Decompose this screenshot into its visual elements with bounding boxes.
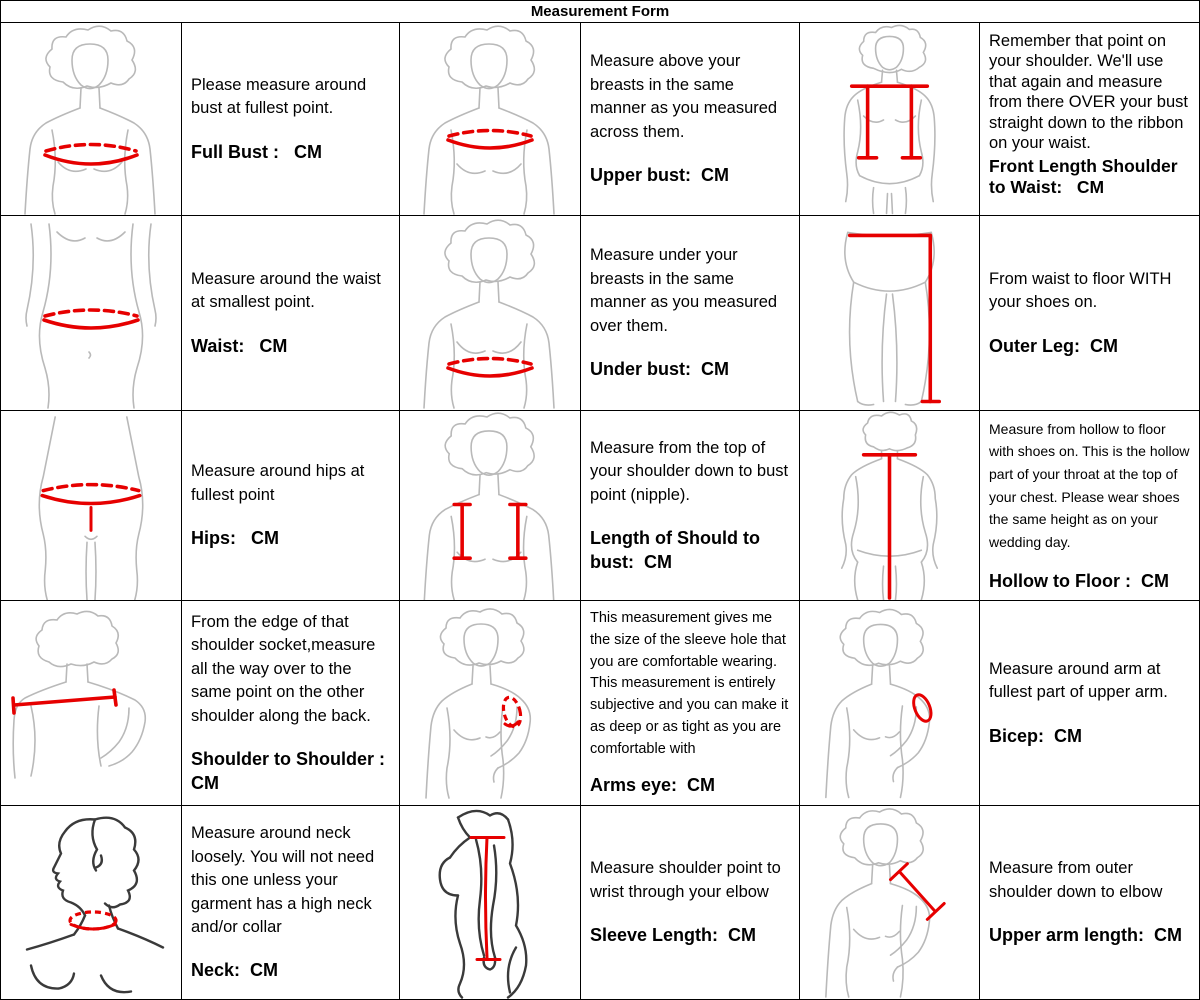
under-bust-figure xyxy=(400,216,581,411)
hollow-to-floor-cell xyxy=(980,411,1199,601)
shoulder-to-shoulder-label: Shoulder to Shoulder : CM xyxy=(191,749,391,793)
hips-cell xyxy=(182,411,400,601)
upper-arm-length-instructions: Measure from outer shoulder down to elbow xyxy=(989,859,1163,901)
upper-bust-illustration xyxy=(400,23,580,215)
neck-instructions: Measure around neck loosely. You will not need this one unless your garment has a high neck and/or collar xyxy=(191,824,379,936)
arms-eye-illustration xyxy=(400,601,580,805)
under-bust-illustration xyxy=(400,216,580,410)
sleeve-length-illustration xyxy=(400,806,580,999)
upper-bust-cell xyxy=(581,23,800,216)
under-bust-cell xyxy=(581,216,800,411)
bicep-figure xyxy=(800,601,980,806)
neck-cell xyxy=(182,806,400,999)
hollow-to-floor-illustration xyxy=(800,411,979,600)
hollow-to-floor-label: Hollow to Floor : CM xyxy=(989,570,1169,591)
outer-leg-cell xyxy=(980,216,1199,411)
sleeve-length-label: Sleeve Length: CM xyxy=(590,925,757,946)
bicep-instructions: Measure around arm at fullest part of upper arm. xyxy=(989,659,1168,702)
full-bust-figure xyxy=(1,23,182,216)
measurement-grid xyxy=(1,23,1199,999)
shoulder-to-shoulder-cell xyxy=(182,601,400,806)
waist-figure xyxy=(1,216,182,411)
shoulder-to-bust-illustration xyxy=(400,411,580,600)
front-length-illustration xyxy=(800,23,979,215)
arms-eye-instructions: This measurement gives me the size of the sleeve hole that you are comfortable wearing. This measurement is entirely subjective and you can make it as deep or as tight as you are comfortable with xyxy=(590,610,793,757)
under-bust-instructions: Measure under your breasts in the same manner as you measured over them. xyxy=(590,246,782,335)
outer-leg-illustration xyxy=(800,216,979,410)
upper-bust-figure xyxy=(400,23,581,216)
upper-bust-label: Upper bust: CM xyxy=(590,165,729,186)
shoulder-to-bust-instructions: Measure from the top of your shoulder down to bust point (nipple). xyxy=(590,438,793,504)
shoulder-to-shoulder-illustration xyxy=(1,601,181,805)
front-length-instructions: Remember that point on your shoulder. We'll use that again and measure from there OVER your bust straight down to the ribbon on your waist. xyxy=(989,32,1193,153)
neck-figure xyxy=(1,806,182,999)
shoulder-to-shoulder-instructions: From the edge of that shoulder socket,measure all the way over to the same point on the other shoulder along the back. xyxy=(191,613,380,725)
bicep-cell xyxy=(980,601,1199,806)
arms-eye-cell xyxy=(581,601,800,806)
waist-instructions: Measure around the waist at smallest point. xyxy=(191,269,386,312)
full-bust-illustration xyxy=(1,23,181,215)
shoulder-to-shoulder-figure xyxy=(1,601,182,806)
sleeve-length-figure xyxy=(400,806,581,999)
arms-eye-figure xyxy=(400,601,581,806)
arms-eye-label: Arms eye: CM xyxy=(590,775,716,796)
upper-bust-instructions: Measure above your breasts in the same manner as you measured across them. xyxy=(590,52,782,141)
waist-illustration xyxy=(1,216,181,410)
front-length-figure xyxy=(800,23,980,216)
bicep-illustration xyxy=(800,601,979,805)
waist-label: Waist: CM xyxy=(191,335,288,356)
hips-instructions: Measure around hips at fullest point xyxy=(191,462,369,504)
under-bust-label: Under bust: CM xyxy=(590,359,729,380)
hollow-to-floor-instructions: Measure from hollow to floor with shoes on. This is the hollow part of your throat at the top of your chest. Please wear shoes the same height as on your wedding day. xyxy=(989,420,1194,551)
full-bust-instructions: Please measure around bust at fullest point. xyxy=(191,75,371,118)
full-bust-label: Full Bust : CM xyxy=(191,141,322,162)
front-length-cell xyxy=(980,23,1199,216)
upper-arm-length-label: Upper arm length: CM xyxy=(989,925,1183,946)
outer-leg-label: Outer Leg: CM xyxy=(989,335,1118,356)
front-length-label: Front Length Shoulder to Waist: CM xyxy=(989,155,1183,198)
hips-label: Hips: CM xyxy=(191,528,279,549)
sleeve-length-instructions: Measure shoulder point to wrist through your elbow xyxy=(590,859,786,901)
shoulder-to-bust-figure xyxy=(400,411,581,601)
full-bust-cell xyxy=(182,23,400,216)
shoulder-to-bust-cell xyxy=(581,411,800,601)
waist-cell xyxy=(182,216,400,411)
outer-leg-figure xyxy=(800,216,980,411)
neck-illustration xyxy=(1,806,181,999)
hips-figure xyxy=(1,411,182,601)
upper-arm-length-illustration xyxy=(800,806,979,999)
shoulder-to-bust-label: Length of Should to bust: CM xyxy=(590,528,765,572)
page-title: Measurement Form xyxy=(1,1,1199,23)
hips-illustration xyxy=(1,411,181,600)
hollow-to-floor-figure xyxy=(800,411,980,601)
neck-label: Neck: CM xyxy=(191,960,279,981)
outer-leg-instructions: From waist to floor WITH your shoes on. xyxy=(989,269,1177,312)
upper-arm-length-figure xyxy=(800,806,980,999)
sleeve-length-cell xyxy=(581,806,800,999)
upper-arm-length-cell xyxy=(980,806,1199,999)
bicep-label: Bicep: CM xyxy=(989,725,1083,746)
